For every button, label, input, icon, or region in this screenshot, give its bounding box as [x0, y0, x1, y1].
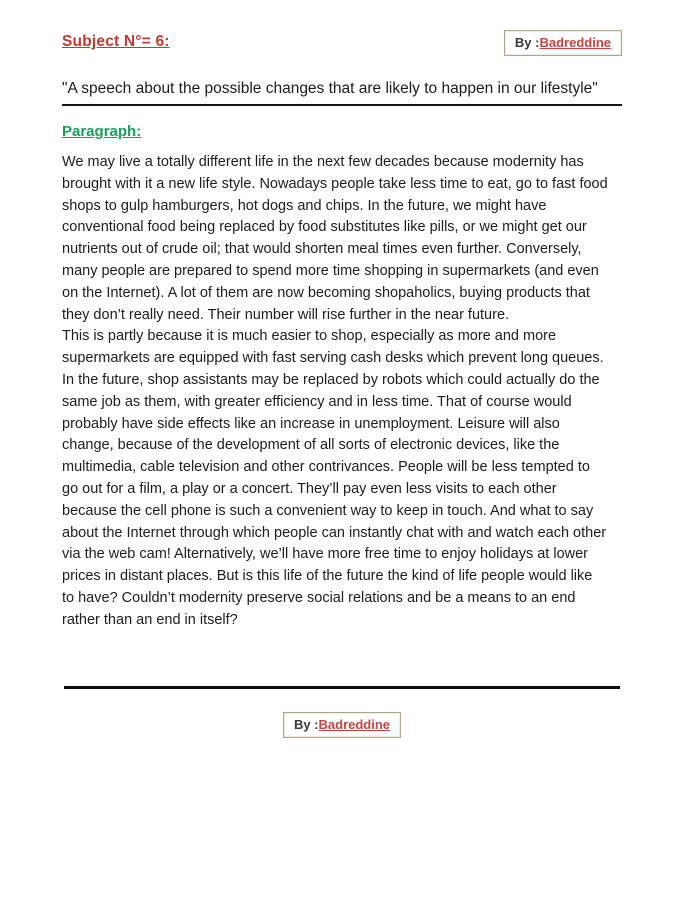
bottom-divider — [64, 686, 620, 689]
author-link[interactable]: Badreddine — [539, 35, 611, 50]
byline-prefix: By : — [514, 35, 540, 50]
author-link[interactable]: Badreddine — [318, 716, 391, 732]
byline-prefix: By : — [293, 716, 319, 732]
author-badge-bottom — [283, 712, 401, 738]
body-paragraph-2: This is partly because it is much easier to shop, especially as more and more supermarkets are equipped with fast serving cash desks which prevent long queues. In the future, shop assistants may be replaced by robots which could actually do the same job as them, with greater efficiency and in less time. That of course would probably have side effects like an increase in unemployment. Leisure will also change, because of the development of all sorts of electronic devices, like the multimedia, cable television and other contrivances. People will be less tempted to go out for a film, a play or a concert. They’ll pay even less visits to each other because the cell phone is such a convenient way to keep in touch. And what to say about the Internet through which people can instantly chat with and watch each other via the web cam! Alternatively, we’ll have more free time to enjoy holidays at lower prices in distant places. But is this life of the future the kind of life people would like to have? Couldn’t modernity preserve social relations and be a means to an end rather than an end in itself? — [62, 328, 607, 628]
header-row — [62, 30, 622, 56]
document-title: "A speech about the possible changes that are likely to happen in our lifestyle" — [62, 80, 598, 97]
body-paragraph-1: We may live a totally different life in the next few decades because modernity has brought with it a new life style. Nowadays people take less time to eat, go to fast food shops to gulp hamburgers, hot dogs and chips. In the future, we might have conventional food being replaced by food substitutes like pills, or we might get our nutrients out of crude oil; that would shorten meal times even further. Conversely, many people are prepared to spend more time shopping in supermarkets (and even on the Internet). A lot of them are now becoming shopaholics, buying products that they don’t really need. Their number will rise further in the near future. — [62, 154, 608, 323]
subject-heading: Subject N°= 6: — [62, 33, 170, 50]
badge-bottom-wrap — [62, 712, 622, 738]
title-rule — [62, 104, 622, 106]
paragraph-label: Paragraph: — [62, 123, 142, 140]
author-badge-top — [504, 30, 622, 56]
